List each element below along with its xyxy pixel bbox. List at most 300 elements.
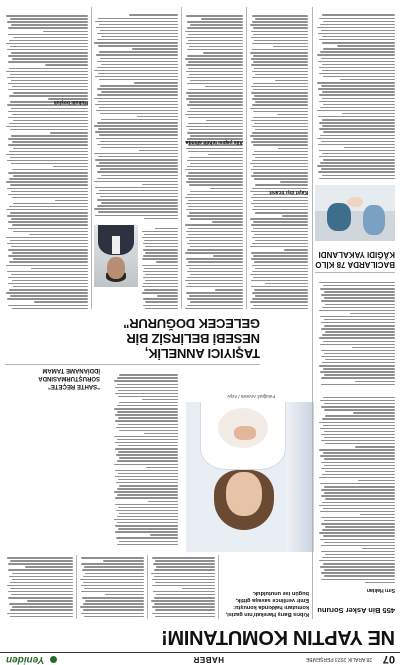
text-line <box>95 104 178 105</box>
text-line <box>117 516 178 517</box>
text-line <box>8 61 88 62</box>
text-line <box>95 131 178 132</box>
text-line <box>250 301 308 302</box>
text-line <box>186 203 243 204</box>
text-line <box>322 418 395 419</box>
text-line <box>11 246 88 247</box>
issue-date: 28 ARALIK 2023 PERŞEMBE <box>305 656 372 662</box>
feature-column-4 <box>6 14 88 310</box>
text-line <box>115 448 178 449</box>
text-line <box>101 91 178 92</box>
text-line <box>252 154 308 155</box>
text-line <box>190 135 243 136</box>
text-line <box>321 356 395 357</box>
text-line <box>187 104 243 105</box>
text-line <box>321 377 395 378</box>
logo-icon <box>50 656 57 663</box>
text-line <box>254 261 308 262</box>
text-line <box>143 255 178 256</box>
text-line <box>13 37 88 38</box>
text-line <box>252 160 308 161</box>
body-column-left-mid <box>319 280 395 385</box>
text-line <box>253 117 308 118</box>
text-line <box>101 147 178 148</box>
text-line <box>25 566 73 567</box>
text-line <box>9 151 88 152</box>
body-column-4 <box>114 373 178 545</box>
text-line <box>83 609 144 610</box>
text-line <box>144 218 178 219</box>
text-line <box>186 37 243 38</box>
text-line <box>8 83 88 84</box>
text-line <box>186 71 243 72</box>
text-line <box>100 30 178 31</box>
text-line <box>324 437 395 438</box>
text-line <box>119 513 178 514</box>
text-line <box>186 286 243 287</box>
text-line <box>322 529 395 530</box>
text-line <box>319 282 395 283</box>
box-top-rule <box>315 272 395 273</box>
text-line <box>8 28 88 29</box>
text-line <box>13 175 88 176</box>
text-line <box>282 215 308 216</box>
text-line <box>119 430 178 431</box>
text-line <box>83 582 144 583</box>
text-line <box>189 129 243 130</box>
text-line <box>81 563 144 564</box>
text-line <box>7 215 88 216</box>
text-line <box>188 117 243 118</box>
text-line <box>6 181 88 182</box>
text-line <box>321 168 395 169</box>
text-line <box>82 569 144 570</box>
text-line <box>12 58 88 59</box>
text-line <box>188 234 243 235</box>
column-rule <box>181 7 182 309</box>
text-line <box>251 120 308 121</box>
text-line <box>324 291 395 292</box>
text-line <box>319 73 395 74</box>
text-line <box>145 301 178 302</box>
text-line <box>322 175 395 176</box>
text-line <box>13 203 88 204</box>
text-line <box>319 505 395 506</box>
text-line <box>97 199 178 200</box>
text-line <box>188 34 243 35</box>
text-line <box>319 122 395 123</box>
text-line <box>10 582 73 583</box>
text-line <box>100 85 178 86</box>
text-line <box>186 43 243 44</box>
text-line <box>189 101 243 102</box>
text-line <box>150 534 178 535</box>
text-line <box>143 298 178 299</box>
text-line <box>8 228 88 229</box>
text-line <box>324 542 395 543</box>
text-line <box>9 289 88 290</box>
text-line <box>12 579 73 580</box>
text-line <box>142 286 178 287</box>
text-line <box>34 301 88 302</box>
text-line <box>142 258 178 259</box>
text-line <box>153 591 215 592</box>
text-line <box>8 117 88 118</box>
text-line <box>318 61 395 62</box>
text-line <box>252 237 308 238</box>
text-line <box>213 255 243 256</box>
text-line <box>252 77 308 78</box>
feature-headline <box>5 316 260 361</box>
text-line <box>321 141 395 142</box>
text-line <box>253 61 308 62</box>
text-line <box>340 79 395 80</box>
text-line <box>321 545 395 546</box>
text-line <box>321 517 395 518</box>
text-line <box>7 585 73 586</box>
text-line <box>255 74 308 75</box>
text-line <box>323 285 395 286</box>
text-line <box>117 522 178 523</box>
text-line <box>187 243 243 244</box>
text-line <box>8 172 88 173</box>
text-line <box>9 178 88 179</box>
text-line <box>6 209 88 210</box>
text-line <box>322 557 395 558</box>
text-line <box>319 532 395 533</box>
text-line <box>325 554 395 555</box>
text-line <box>251 31 308 32</box>
text-line <box>324 465 395 466</box>
text-line <box>95 187 178 188</box>
text-line <box>8 89 88 90</box>
text-line <box>190 191 243 192</box>
text-line <box>115 387 178 388</box>
text-line <box>101 119 178 120</box>
text-line <box>251 86 308 87</box>
text-line <box>252 265 308 266</box>
text-line <box>8 255 88 256</box>
text-line <box>145 252 178 253</box>
text-line <box>98 128 178 129</box>
text-line <box>320 455 395 456</box>
text-line <box>319 337 395 338</box>
text-line <box>324 486 395 487</box>
text-line <box>250 52 308 53</box>
text-line <box>255 212 308 213</box>
text-line <box>187 111 243 112</box>
text-line <box>143 277 178 278</box>
text-line <box>317 110 395 111</box>
text-line <box>114 408 178 409</box>
text-line <box>323 104 395 105</box>
text-line <box>187 249 243 250</box>
text-line <box>8 34 88 35</box>
text-line <box>342 113 395 114</box>
text-line <box>9 261 88 262</box>
text-line <box>324 458 395 459</box>
text-line <box>189 295 243 296</box>
text-line <box>203 52 243 53</box>
text-line <box>319 449 395 450</box>
text-line <box>142 231 178 232</box>
text-line <box>255 18 308 19</box>
text-line <box>189 184 243 185</box>
text-line <box>277 114 308 115</box>
text-line <box>154 569 215 570</box>
text-line <box>8 249 88 250</box>
text-line <box>321 579 395 580</box>
text-line <box>96 165 178 166</box>
text-line <box>319 18 395 19</box>
text-line <box>323 425 395 426</box>
text-line <box>320 24 395 25</box>
text-line <box>115 531 178 532</box>
text-line <box>43 31 88 32</box>
text-line <box>250 24 308 25</box>
text-line <box>117 377 178 378</box>
feature-column-3b <box>94 13 178 219</box>
text-line <box>12 141 88 142</box>
column-rule <box>91 7 92 309</box>
text-line <box>319 101 395 102</box>
text-line <box>116 427 178 428</box>
text-line <box>100 141 178 142</box>
text-line <box>11 24 88 25</box>
text-line <box>145 274 178 275</box>
text-line <box>321 572 395 573</box>
text-line <box>320 51 395 52</box>
text-line <box>96 138 178 139</box>
text-line <box>265 283 308 284</box>
text-line <box>95 159 178 160</box>
text-line <box>118 451 178 452</box>
text-line <box>251 231 308 232</box>
text-line <box>116 482 178 483</box>
sidebar-byline: Sırrı Haktan <box>366 587 395 593</box>
text-line <box>144 289 178 290</box>
text-line <box>6 126 88 127</box>
feature-kicker-2: SORUŞTURMASINDA <box>38 375 100 381</box>
text-line <box>188 206 243 207</box>
text-line <box>186 181 243 182</box>
text-line <box>325 443 395 444</box>
text-line <box>186 258 243 259</box>
text-line <box>152 557 215 558</box>
main-headline: NE YAPTIN KOMUTANIM! <box>161 626 395 648</box>
text-line <box>99 190 178 191</box>
text-line <box>321 468 395 469</box>
text-line <box>117 461 178 462</box>
text-line <box>8 597 73 598</box>
text-line <box>7 160 88 161</box>
text-line <box>118 445 178 446</box>
text-line <box>320 428 395 429</box>
text-line <box>97 33 178 34</box>
text-line <box>201 18 243 19</box>
text-line <box>321 85 395 86</box>
text-line <box>321 406 395 407</box>
text-line <box>80 579 144 580</box>
text-line <box>186 265 243 266</box>
pregnant-woman-photo <box>186 402 314 552</box>
column-rule <box>218 555 219 619</box>
text-line <box>11 163 88 164</box>
text-line <box>254 95 308 96</box>
text-line <box>323 48 395 49</box>
text-line <box>7 271 88 272</box>
text-line <box>188 95 243 96</box>
text-line <box>8 194 88 195</box>
text-line <box>320 288 395 289</box>
text-line <box>115 420 178 421</box>
text-line <box>13 258 88 259</box>
text-line <box>142 292 178 293</box>
text-line <box>189 212 243 213</box>
text-line <box>321 294 395 295</box>
text-line <box>318 144 395 145</box>
text-line <box>84 588 144 589</box>
text-line <box>116 537 178 538</box>
text-line <box>321 462 395 463</box>
text-line <box>95 215 178 216</box>
text-line <box>319 95 395 96</box>
text-line <box>253 111 308 112</box>
text-line <box>317 138 395 139</box>
text-line <box>11 80 88 81</box>
text-line <box>187 298 243 299</box>
text-line <box>151 573 215 574</box>
text-line <box>253 138 308 139</box>
text-line <box>317 165 395 166</box>
text-line <box>190 163 243 164</box>
text-line <box>142 237 178 238</box>
text-line <box>114 436 178 437</box>
text-line <box>323 159 395 160</box>
text-line <box>320 539 395 540</box>
text-line <box>142 184 178 185</box>
text-line <box>9 95 88 96</box>
text-line <box>322 36 395 37</box>
text-line <box>85 600 144 601</box>
text-line <box>53 166 88 167</box>
text-line <box>190 301 243 302</box>
text-line <box>155 560 215 561</box>
text-line <box>152 585 215 586</box>
text-line <box>322 125 395 126</box>
text-line <box>188 61 243 62</box>
text-line <box>324 520 395 521</box>
text-line <box>358 480 395 481</box>
story-deck: Kıbrıs Barış Harekatı'nın gazisi, komutanı hakkında konuştu: Emir verilince savaşa gittik, bugün ise unutulduk. <box>225 590 309 617</box>
text-line <box>253 277 308 278</box>
text-line <box>188 123 243 124</box>
man-portrait-photo <box>94 225 138 287</box>
text-line <box>188 261 243 262</box>
text-line <box>250 246 308 247</box>
text-line <box>255 101 308 102</box>
text-line <box>187 166 243 167</box>
text-line <box>252 104 308 105</box>
text-line <box>8 144 88 145</box>
text-line <box>318 33 395 34</box>
text-line <box>190 108 243 109</box>
text-line <box>10 74 88 75</box>
text-line <box>100 168 178 169</box>
text-line <box>7 188 88 189</box>
text-line <box>145 280 178 281</box>
text-line <box>255 157 308 158</box>
text-line <box>96 193 178 194</box>
text-line <box>252 15 308 16</box>
text-line <box>187 49 243 50</box>
feature-kicker-3: İDDİANAME TAMAM <box>42 367 100 373</box>
text-line <box>325 359 395 360</box>
text-line <box>119 374 178 375</box>
body-column-2 <box>80 555 144 617</box>
text-line <box>322 42 395 43</box>
text-line <box>144 268 178 269</box>
text-line <box>119 485 178 486</box>
text-line <box>323 21 395 22</box>
text-line <box>83 603 144 604</box>
text-line <box>6 237 88 238</box>
text-line <box>94 125 178 126</box>
text-line <box>8 277 88 278</box>
text-line <box>319 67 395 68</box>
text-line <box>253 34 308 35</box>
text-line <box>324 374 395 375</box>
text-line <box>189 46 243 47</box>
text-line <box>325 526 395 527</box>
text-line <box>252 209 308 210</box>
text-line <box>188 283 243 284</box>
text-line <box>134 82 178 83</box>
text-line <box>148 501 178 502</box>
text-line <box>9 68 88 69</box>
text-line <box>6 43 88 44</box>
text-line <box>320 135 395 136</box>
text-line <box>142 265 178 266</box>
text-line <box>101 202 178 203</box>
text-line <box>318 88 395 89</box>
text-line <box>94 42 178 43</box>
text-line <box>186 126 243 127</box>
text-line <box>156 261 178 262</box>
text-line <box>101 64 178 65</box>
text-line <box>6 15 88 16</box>
text-line <box>325 499 395 500</box>
text-line <box>95 21 178 22</box>
text-line <box>13 286 88 287</box>
text-line <box>144 240 178 241</box>
text-line <box>189 268 243 269</box>
text-line <box>143 271 178 272</box>
text-line <box>320 371 395 372</box>
text-line <box>321 30 395 31</box>
text-line <box>254 234 308 235</box>
text-line <box>255 268 308 269</box>
text-line <box>118 473 178 474</box>
text-line <box>94 70 178 71</box>
text-line <box>97 67 178 68</box>
feature-column-2 <box>185 14 243 310</box>
text-line <box>94 208 178 209</box>
text-line <box>119 457 178 458</box>
text-line <box>98 101 178 102</box>
text-line <box>252 243 308 244</box>
text-line <box>190 246 243 247</box>
